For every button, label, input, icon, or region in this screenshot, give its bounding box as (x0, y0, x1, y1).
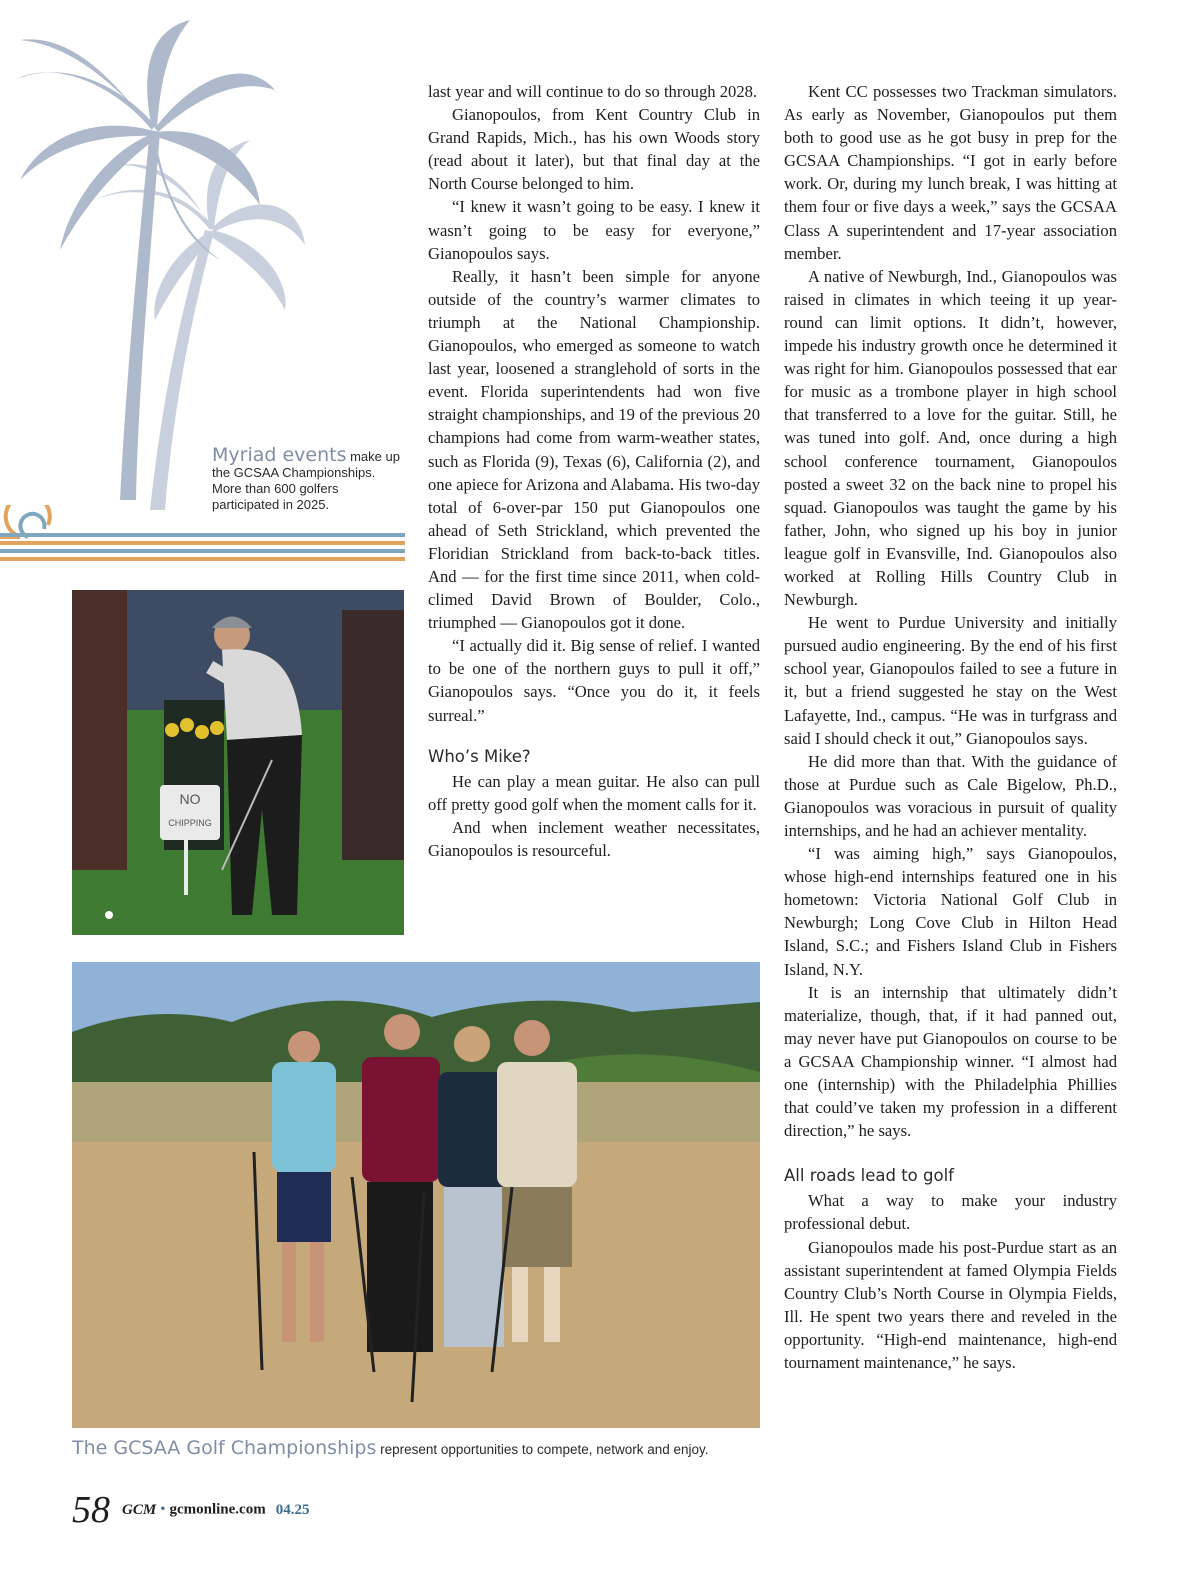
sign-chipping: CHIPPING (168, 818, 212, 828)
website-link[interactable]: gcmonline.com (169, 1501, 266, 1518)
paragraph: Gianopoulos made his post-Purdue start as an assistant superintendent at famed Olympia Fields Country Club’s North Course in Olympia Fields, Ill. He spent two years there and reveled in the opportunity. “High-end maintenance, high-end tournament maintenance,” he says. (784, 1237, 1117, 1372)
paragraph: last year and will continue to do so through 2028. (428, 82, 758, 101)
palm-tree-front (15, 20, 275, 500)
paragraph: Really, it hasn’t been simple for anyone outside of the country’s warmer climates to triumph at the National Championship. Gianopoulos, who emerged as someone to watch last year, loosened a stranglehold of sorts in the event. Florida superintendents had won five straight championships, and 19 of the previous 20 champions had come from warm-weather states, such as Florida (9), Texas (6), California (2), and one apiece for Arizona and Alabama. His two-day total of 6-over-par 150 put Gianopoulos one ahead of Seth Strickland, which prevented the Floridian Strickland from back-to-back titles. And — for the first time since 2011, when cold-climed David Brown of Boulder, Colo., triumphed — Gianopoulos got it done. (428, 266, 760, 633)
article-column-right (784, 80, 1117, 1374)
page-number: 58 (72, 1489, 110, 1531)
paragraph: And when inclement weather necessitates, Gianopoulos is resourceful. (428, 817, 760, 860)
bottom-caption-text: represent opportunities to compete, network and enjoy. (376, 1442, 709, 1457)
magazine-name: GCM (122, 1501, 157, 1518)
stripe-decoration (0, 505, 405, 565)
paragraph: It is an internship that ultimately didn’t materialize, though, that, if it had panned out, may never have put Gianopoulos on course to be a GCSAA Championship winner. “I almost had one (internship) with the Philadelphia Phillies that could’ve taken my profession in a different direction,” he says. (784, 982, 1117, 1141)
sign-no: NO (179, 791, 201, 807)
palm-tree-graphic (0, 0, 420, 520)
section-heading: All roads lead to golf (784, 1166, 954, 1186)
photo-golfer-putting (72, 590, 404, 935)
side-caption (212, 444, 402, 513)
paragraph: What a way to make your industry professional debut. (784, 1191, 1117, 1234)
photo-group-golfers (72, 962, 760, 1428)
section-heading: Who’s Mike? (428, 746, 531, 766)
bottom-caption (72, 1437, 772, 1459)
article-column-middle (428, 80, 760, 862)
side-caption-lead: Myriad events (212, 444, 347, 466)
paragraph: He went to Purdue University and initially pursued audio engineering. By the end of his first school year, Gianopoulos failed to see a future in it, but a friend suggested he stay on the West Lafayette, Ind., campus. “He was in turfgrass and said I should check it out,” Gianopoulos says. (784, 613, 1117, 748)
paragraph: He can play a mean guitar. He also can pull off pretty good golf when the moment calls for it. (428, 771, 760, 814)
issue-date: 04.25 (275, 1501, 310, 1518)
page-footer (72, 1488, 309, 1532)
bottom-caption-lead: The GCSAA Golf Championships (72, 1437, 377, 1459)
paragraph: Kent CC possesses two Trackman simulators. As early as November, Gianopoulos put them both to good use as he got busy in prep for the GCSAA Championships. “I got in early before work. Or, during my lunch break, I was hitting at them four or five days a week,” says the GCSAA Class A superintendent and 17-year association member. (784, 82, 1117, 263)
paragraph: A native of Newburgh, Ind., Gianopoulos was raised in climates in which teeing it up year-round can limit options. It didn’t, however, impede his industry growth once he determined it was right for him. Gianopoulos possessed that ear for music as a trombone player in high school that transferred to a love for the guitar. Still, he was tuned into golf. And, once during a high school conference tournament, Gianopoulos posted a sweet 32 on the back nine to propel his squad. Gianopoulos was taught the game by his father, John, who signed up his boy in junior league golf in Evansville, Ind. Gianopoulos also worked at Rolling Hills Country Club in Newburgh. (784, 266, 1117, 610)
paragraph: “I knew it wasn’t going to be easy. I knew it wasn’t going to be easy for everyone,” Gianopoulos says. (428, 197, 760, 263)
side-caption-text: make up the GCSAA Championships. More than 600 golfers participated in 2025. (212, 449, 400, 512)
paragraph: He did more than that. With the guidance of those at Purdue such as Cale Bigelow, Ph.D., Gianopoulos was voracious in pursuit of quality internships, and he had an achiever mentality. (784, 751, 1117, 840)
footer-bullet: • (160, 1501, 166, 1518)
paragraph: Gianopoulos, from Kent Country Club in Grand Rapids, Mich., has his own Woods story (read about it later), but that final day at the North Course belonged to him. (428, 105, 760, 194)
paragraph: “I was aiming high,” says Gianopoulos, whose high-end internships featured one in his hometown: Victoria National Golf Club in Newburgh; Long Cove Club in Hilton Head Island, S.C.; and Fishers Island Club in Fishers Island, N.Y. (784, 844, 1117, 979)
paragraph: “I actually did it. Big sense of relief. I wanted to be one of the northern guys to pull it off,” Gianopoulos says. “Once you do it, it feels surreal.” (428, 636, 760, 725)
